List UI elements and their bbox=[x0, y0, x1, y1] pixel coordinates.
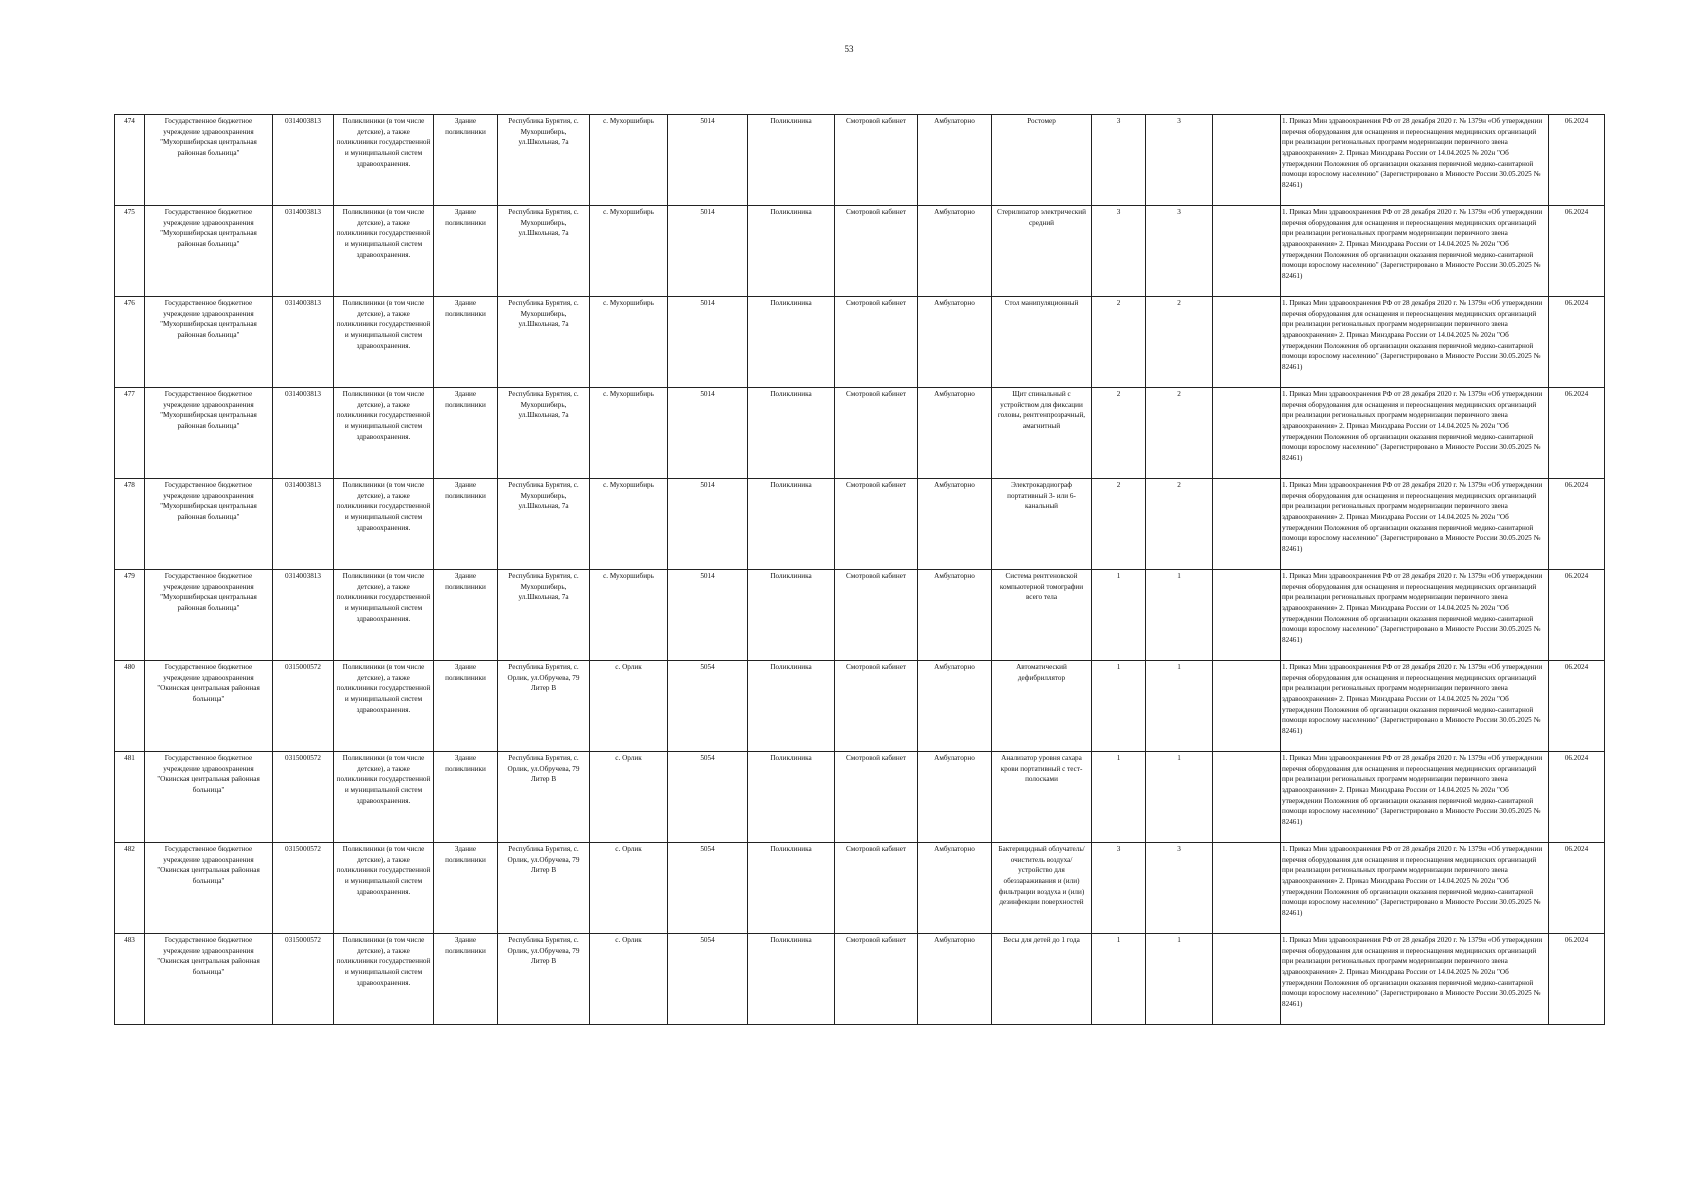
institution-name-cell: Государственное бюджетное учреждение здравоохранения "Окинская центральная районная больница" bbox=[145, 661, 273, 752]
address-cell: Республика Бурятия, с. Мухоршибирь, ул.Школьная, 7а bbox=[498, 206, 590, 297]
empty-cell-cell bbox=[1213, 115, 1281, 206]
row-number-cell: 482 bbox=[115, 843, 145, 934]
room-cell: Смотровой кабинет bbox=[835, 934, 918, 1025]
institution-name-cell: Государственное бюджетное учреждение здравоохранения "Окинская центральная районная больница" bbox=[145, 934, 273, 1025]
qty-needed-cell: 1 bbox=[1146, 934, 1213, 1025]
row-number-cell: 481 bbox=[115, 752, 145, 843]
table-row bbox=[115, 752, 1605, 843]
population-code-cell: 5054 bbox=[668, 661, 748, 752]
institution-code-cell: 0314003813 bbox=[273, 297, 334, 388]
care-type-cell: Амбулаторно bbox=[918, 206, 992, 297]
address-cell: Республика Бурятия, с. Мухоршибирь, ул.Школьная, 7а bbox=[498, 297, 590, 388]
row-number-cell: 483 bbox=[115, 934, 145, 1025]
empty-cell-cell bbox=[1213, 661, 1281, 752]
row-number-cell: 475 bbox=[115, 206, 145, 297]
room-cell: Смотровой кабинет bbox=[835, 206, 918, 297]
qty-needed-cell: 3 bbox=[1146, 206, 1213, 297]
object-type-cell: Поликлиники (в том числе детские), а также поликлиники государственной и муниципальной систем здравоохранения. bbox=[334, 115, 434, 206]
legal-basis-cell: 1. Приказ Мин здравоохранения РФ от 28 декабря 2020 г. № 1379н «Об утверждении перечня оборудования для оснащения и переоснащения медицинских организаций при реализации региональных программ модернизации первичного звена здравоохранения» 2. Приказ Минздрава России от 14.04.2025 № 202н "Об утверждении Положения об организации оказания первичной медико-санитарной помощи взрослому населению" (Зарегистрировано в Минюсте России 30.05.2025 № 82461) bbox=[1281, 570, 1549, 661]
qty-needed-cell: 2 bbox=[1146, 388, 1213, 479]
table-row bbox=[115, 388, 1605, 479]
legal-basis-cell: 1. Приказ Мин здравоохранения РФ от 28 декабря 2020 г. № 1379н «Об утверждении перечня оборудования для оснащения и переоснащения медицинских организаций при реализации региональных программ модернизации первичного звена здравоохранения» 2. Приказ Минздрава России от 14.04.2025 № 202н "Об утверждении Положения об организации оказания первичной медико-санитарной помощи взрослому населению" (Зарегистрировано в Минюсте России 30.05.2025 № 82461) bbox=[1281, 661, 1549, 752]
building-cell: Здание поликлиники bbox=[434, 115, 498, 206]
institution-name-cell: Государственное бюджетное учреждение здравоохранения "Мухоршибирская центральная районная больница" bbox=[145, 206, 273, 297]
empty-cell-cell bbox=[1213, 752, 1281, 843]
legal-basis-cell: 1. Приказ Мин здравоохранения РФ от 28 декабря 2020 г. № 1379н «Об утверждении перечня оборудования для оснащения и переоснащения медицинских организаций при реализации региональных программ модернизации первичного звена здравоохранения» 2. Приказ Минздрава России от 14.04.2025 № 202н "Об утверждении Положения об организации оказания первичной медико-санитарной помощи взрослому населению" (Зарегистрировано в Минюсте России 30.05.2025 № 82461) bbox=[1281, 752, 1549, 843]
empty-cell-cell bbox=[1213, 388, 1281, 479]
institution-code-cell: 0315000572 bbox=[273, 843, 334, 934]
unit-cell: Поликлиника bbox=[748, 843, 835, 934]
address-cell: Республика Бурятия, с. Орлик, ул.Обручева, 79 Литер В bbox=[498, 843, 590, 934]
institution-name-cell: Государственное бюджетное учреждение здравоохранения "Окинская центральная районная больница" bbox=[145, 752, 273, 843]
unit-cell: Поликлиника bbox=[748, 388, 835, 479]
building-cell: Здание поликлиники bbox=[434, 752, 498, 843]
object-type-cell: Поликлиники (в том числе детские), а также поликлиники государственной и муниципальной систем здравоохранения. bbox=[334, 570, 434, 661]
equipment-name-cell: Весы для детей до 1 года bbox=[992, 934, 1092, 1025]
legal-basis-cell: 1. Приказ Мин здравоохранения РФ от 28 декабря 2020 г. № 1379н «Об утверждении перечня оборудования для оснащения и переоснащения медицинских организаций при реализации региональных программ модернизации первичного звена здравоохранения» 2. Приказ Минздрава России от 14.04.2025 № 202н "Об утверждении Положения об организации оказания первичной медико-санитарной помощи взрослому населению" (Зарегистрировано в Минюсте России 30.05.2025 № 82461) bbox=[1281, 843, 1549, 934]
care-type-cell: Амбулаторно bbox=[918, 570, 992, 661]
institution-code-cell: 0315000572 bbox=[273, 934, 334, 1025]
date-cell: 06.2024 bbox=[1549, 479, 1605, 570]
address-cell: Республика Бурятия, с. Мухоршибирь, ул.Школьная, 7а bbox=[498, 388, 590, 479]
population-code-cell: 5014 bbox=[668, 570, 748, 661]
address-cell: Республика Бурятия, с. Мухоршибирь, ул.Школьная, 7а bbox=[498, 115, 590, 206]
qty-needed-cell: 2 bbox=[1146, 297, 1213, 388]
row-number-cell: 480 bbox=[115, 661, 145, 752]
legal-basis-cell: 1. Приказ Мин здравоохранения РФ от 28 декабря 2020 г. № 1379н «Об утверждении перечня оборудования для оснащения и переоснащения медицинских организаций при реализации региональных программ модернизации первичного звена здравоохранения» 2. Приказ Минздрава России от 14.04.2025 № 202н "Об утверждении Положения об организации оказания первичной медико-санитарной помощи взрослому населению" (Зарегистрировано в Минюсте России 30.05.2025 № 82461) bbox=[1281, 934, 1549, 1025]
legal-basis-cell: 1. Приказ Мин здравоохранения РФ от 28 декабря 2020 г. № 1379н «Об утверждении перечня оборудования для оснащения и переоснащения медицинских организаций при реализации региональных программ модернизации первичного звена здравоохранения» 2. Приказ Минздрава России от 14.04.2025 № 202н "Об утверждении Положения об организации оказания первичной медико-санитарной помощи взрослому населению" (Зарегистрировано в Минюсте России 30.05.2025 № 82461) bbox=[1281, 206, 1549, 297]
unit-cell: Поликлиника bbox=[748, 297, 835, 388]
settlement-cell: с. Орлик bbox=[590, 934, 668, 1025]
table-row bbox=[115, 661, 1605, 752]
unit-cell: Поликлиника bbox=[748, 752, 835, 843]
settlement-cell: с. Мухоршибирь bbox=[590, 206, 668, 297]
date-cell: 06.2024 bbox=[1549, 934, 1605, 1025]
empty-cell-cell bbox=[1213, 206, 1281, 297]
settlement-cell: с. Мухоршибирь bbox=[590, 388, 668, 479]
qty-required-cell: 2 bbox=[1092, 479, 1146, 570]
settlement-cell: с. Орлик bbox=[590, 752, 668, 843]
unit-cell: Поликлиника bbox=[748, 570, 835, 661]
qty-required-cell: 3 bbox=[1092, 206, 1146, 297]
settlement-cell: с. Мухоршибирь bbox=[590, 297, 668, 388]
building-cell: Здание поликлиники bbox=[434, 570, 498, 661]
population-code-cell: 5014 bbox=[668, 206, 748, 297]
population-code-cell: 5014 bbox=[668, 297, 748, 388]
building-cell: Здание поликлиники bbox=[434, 934, 498, 1025]
qty-needed-cell: 1 bbox=[1146, 570, 1213, 661]
table-row bbox=[115, 843, 1605, 934]
equipment-name-cell: Стерилизатор электрический средний bbox=[992, 206, 1092, 297]
settlement-cell: с. Мухоршибирь bbox=[590, 115, 668, 206]
qty-required-cell: 1 bbox=[1092, 661, 1146, 752]
qty-required-cell: 1 bbox=[1092, 934, 1146, 1025]
address-cell: Республика Бурятия, с. Мухоршибирь, ул.Школьная, 7а bbox=[498, 570, 590, 661]
institution-name-cell: Государственное бюджетное учреждение здравоохранения "Мухоршибирская центральная районная больница" bbox=[145, 479, 273, 570]
population-code-cell: 5014 bbox=[668, 388, 748, 479]
object-type-cell: Поликлиники (в том числе детские), а также поликлиники государственной и муниципальной систем здравоохранения. bbox=[334, 752, 434, 843]
qty-required-cell: 3 bbox=[1092, 843, 1146, 934]
institution-name-cell: Государственное бюджетное учреждение здравоохранения "Мухоршибирская центральная районная больница" bbox=[145, 115, 273, 206]
room-cell: Смотровой кабинет bbox=[835, 752, 918, 843]
building-cell: Здание поликлиники bbox=[434, 388, 498, 479]
object-type-cell: Поликлиники (в том числе детские), а также поликлиники государственной и муниципальной систем здравоохранения. bbox=[334, 206, 434, 297]
object-type-cell: Поликлиники (в том числе детские), а также поликлиники государственной и муниципальной систем здравоохранения. bbox=[334, 297, 434, 388]
unit-cell: Поликлиника bbox=[748, 934, 835, 1025]
qty-required-cell: 2 bbox=[1092, 297, 1146, 388]
empty-cell-cell bbox=[1213, 479, 1281, 570]
date-cell: 06.2024 bbox=[1549, 661, 1605, 752]
equipment-name-cell: Анализатор уровня сахара крови портативный с тест-полосками bbox=[992, 752, 1092, 843]
care-type-cell: Амбулаторно bbox=[918, 115, 992, 206]
care-type-cell: Амбулаторно bbox=[918, 843, 992, 934]
care-type-cell: Амбулаторно bbox=[918, 297, 992, 388]
institution-name-cell: Государственное бюджетное учреждение здравоохранения "Мухоршибирская центральная районная больница" bbox=[145, 570, 273, 661]
row-number-cell: 474 bbox=[115, 115, 145, 206]
date-cell: 06.2024 bbox=[1549, 388, 1605, 479]
settlement-cell: с. Мухоршибирь bbox=[590, 479, 668, 570]
unit-cell: Поликлиника bbox=[748, 115, 835, 206]
building-cell: Здание поликлиники bbox=[434, 206, 498, 297]
equipment-name-cell: Ростомер bbox=[992, 115, 1092, 206]
object-type-cell: Поликлиники (в том числе детские), а также поликлиники государственной и муниципальной систем здравоохранения. bbox=[334, 388, 434, 479]
population-code-cell: 5054 bbox=[668, 843, 748, 934]
care-type-cell: Амбулаторно bbox=[918, 388, 992, 479]
institution-code-cell: 0314003813 bbox=[273, 570, 334, 661]
table-row bbox=[115, 297, 1605, 388]
date-cell: 06.2024 bbox=[1549, 297, 1605, 388]
population-code-cell: 5054 bbox=[668, 752, 748, 843]
table-row bbox=[115, 934, 1605, 1025]
room-cell: Смотровой кабинет bbox=[835, 115, 918, 206]
date-cell: 06.2024 bbox=[1549, 115, 1605, 206]
institution-name-cell: Государственное бюджетное учреждение здравоохранения "Мухоршибирская центральная районная больница" bbox=[145, 388, 273, 479]
row-number-cell: 479 bbox=[115, 570, 145, 661]
equipment-name-cell: Система рентгеновской компьютерной томографии всего тела bbox=[992, 570, 1092, 661]
room-cell: Смотровой кабинет bbox=[835, 479, 918, 570]
object-type-cell: Поликлиники (в том числе детские), а также поликлиники государственной и муниципальной систем здравоохранения. bbox=[334, 661, 434, 752]
qty-needed-cell: 3 bbox=[1146, 843, 1213, 934]
institution-code-cell: 0314003813 bbox=[273, 115, 334, 206]
building-cell: Здание поликлиники bbox=[434, 661, 498, 752]
building-cell: Здание поликлиники bbox=[434, 843, 498, 934]
equipment-name-cell: Стол манипуляционный bbox=[992, 297, 1092, 388]
settlement-cell: с. Мухоршибирь bbox=[590, 570, 668, 661]
qty-required-cell: 2 bbox=[1092, 388, 1146, 479]
address-cell: Республика Бурятия, с. Орлик, ул.Обручева, 79 Литер В bbox=[498, 752, 590, 843]
institution-code-cell: 0315000572 bbox=[273, 661, 334, 752]
address-cell: Республика Бурятия, с. Мухоршибирь, ул.Школьная, 7а bbox=[498, 479, 590, 570]
qty-required-cell: 1 bbox=[1092, 570, 1146, 661]
room-cell: Смотровой кабинет bbox=[835, 570, 918, 661]
object-type-cell: Поликлиники (в том числе детские), а также поликлиники государственной и муниципальной систем здравоохранения. bbox=[334, 479, 434, 570]
qty-needed-cell: 1 bbox=[1146, 752, 1213, 843]
room-cell: Смотровой кабинет bbox=[835, 661, 918, 752]
row-number-cell: 477 bbox=[115, 388, 145, 479]
equipment-name-cell: Электрокардиограф портативный 3- или 6-канальный bbox=[992, 479, 1092, 570]
address-cell: Республика Бурятия, с. Орлик, ул.Обручева, 79 Литер В bbox=[498, 661, 590, 752]
qty-required-cell: 3 bbox=[1092, 115, 1146, 206]
settlement-cell: с. Орлик bbox=[590, 661, 668, 752]
unit-cell: Поликлиника bbox=[748, 206, 835, 297]
row-number-cell: 476 bbox=[115, 297, 145, 388]
object-type-cell: Поликлиники (в том числе детские), а также поликлиники государственной и муниципальной систем здравоохранения. bbox=[334, 934, 434, 1025]
legal-basis-cell: 1. Приказ Мин здравоохранения РФ от 28 декабря 2020 г. № 1379н «Об утверждении перечня оборудования для оснащения и переоснащения медицинских организаций при реализации региональных программ модернизации первичного звена здравоохранения» 2. Приказ Минздрава России от 14.04.2025 № 202н "Об утверждении Положения об организации оказания первичной медико-санитарной помощи взрослому населению" (Зарегистрировано в Минюсте России 30.05.2025 № 82461) bbox=[1281, 388, 1549, 479]
address-cell: Республика Бурятия, с. Орлик, ул.Обручева, 79 Литер В bbox=[498, 934, 590, 1025]
care-type-cell: Амбулаторно bbox=[918, 661, 992, 752]
room-cell: Смотровой кабинет bbox=[835, 843, 918, 934]
qty-required-cell: 1 bbox=[1092, 752, 1146, 843]
qty-needed-cell: 3 bbox=[1146, 115, 1213, 206]
care-type-cell: Амбулаторно bbox=[918, 479, 992, 570]
unit-cell: Поликлиника bbox=[748, 661, 835, 752]
institution-code-cell: 0314003813 bbox=[273, 479, 334, 570]
population-code-cell: 5014 bbox=[668, 115, 748, 206]
empty-cell-cell bbox=[1213, 934, 1281, 1025]
institution-code-cell: 0314003813 bbox=[273, 206, 334, 297]
table-row bbox=[115, 570, 1605, 661]
date-cell: 06.2024 bbox=[1549, 752, 1605, 843]
equipment-name-cell: Щит спинальный с устройством для фиксации головы, рентгенпрозрачный, амагнитный bbox=[992, 388, 1092, 479]
population-code-cell: 5014 bbox=[668, 479, 748, 570]
legal-basis-cell: 1. Приказ Мин здравоохранения РФ от 28 декабря 2020 г. № 1379н «Об утверждении перечня оборудования для оснащения и переоснащения медицинских организаций при реализации региональных программ модернизации первичного звена здравоохранения» 2. Приказ Минздрава России от 14.04.2025 № 202н "Об утверждении Положения об организации оказания первичной медико-санитарной помощи взрослому населению" (Зарегистрировано в Минюсте России 30.05.2025 № 82461) bbox=[1281, 479, 1549, 570]
empty-cell-cell bbox=[1213, 843, 1281, 934]
equipment-registry-table bbox=[114, 114, 1605, 1025]
qty-needed-cell: 1 bbox=[1146, 661, 1213, 752]
care-type-cell: Амбулаторно bbox=[918, 934, 992, 1025]
table-row bbox=[115, 115, 1605, 206]
room-cell: Смотровой кабинет bbox=[835, 388, 918, 479]
object-type-cell: Поликлиники (в том числе детские), а также поликлиники государственной и муниципальной систем здравоохранения. bbox=[334, 843, 434, 934]
population-code-cell: 5054 bbox=[668, 934, 748, 1025]
equipment-name-cell: Автоматический дефибриллятор bbox=[992, 661, 1092, 752]
settlement-cell: с. Орлик bbox=[590, 843, 668, 934]
unit-cell: Поликлиника bbox=[748, 479, 835, 570]
institution-code-cell: 0314003813 bbox=[273, 388, 334, 479]
row-number-cell: 478 bbox=[115, 479, 145, 570]
building-cell: Здание поликлиники bbox=[434, 297, 498, 388]
institution-code-cell: 0315000572 bbox=[273, 752, 334, 843]
legal-basis-cell: 1. Приказ Мин здравоохранения РФ от 28 декабря 2020 г. № 1379н «Об утверждении перечня оборудования для оснащения и переоснащения медицинских организаций при реализации региональных программ модернизации первичного звена здравоохранения» 2. Приказ Минздрава России от 14.04.2025 № 202н "Об утверждении Положения об организации оказания первичной медико-санитарной помощи взрослому населению" (Зарегистрировано в Минюсте России 30.05.2025 № 82461) bbox=[1281, 297, 1549, 388]
equipment-name-cell: Бактерицидный облучатель/очиститель воздуха/устройство для обеззараживания и (или) фильтрации воздуха и (или) дезинфекции поверхностей bbox=[992, 843, 1092, 934]
page-number: 53 bbox=[844, 44, 854, 54]
care-type-cell: Амбулаторно bbox=[918, 752, 992, 843]
qty-needed-cell: 2 bbox=[1146, 479, 1213, 570]
date-cell: 06.2024 bbox=[1549, 843, 1605, 934]
date-cell: 06.2024 bbox=[1549, 206, 1605, 297]
date-cell: 06.2024 bbox=[1549, 570, 1605, 661]
empty-cell-cell bbox=[1213, 570, 1281, 661]
empty-cell-cell bbox=[1213, 297, 1281, 388]
institution-name-cell: Государственное бюджетное учреждение здравоохранения "Окинская центральная районная больница" bbox=[145, 843, 273, 934]
room-cell: Смотровой кабинет bbox=[835, 297, 918, 388]
building-cell: Здание поликлиники bbox=[434, 479, 498, 570]
legal-basis-cell: 1. Приказ Мин здравоохранения РФ от 28 декабря 2020 г. № 1379н «Об утверждении перечня оборудования для оснащения и переоснащения медицинских организаций при реализации региональных программ модернизации первичного звена здравоохранения» 2. Приказ Минздрава России от 14.04.2025 № 202н "Об утверждении Положения об организации оказания первичной медико-санитарной помощи взрослому населению" (Зарегистрировано в Минюсте России 30.05.2025 № 82461) bbox=[1281, 115, 1549, 206]
table-row bbox=[115, 206, 1605, 297]
institution-name-cell: Государственное бюджетное учреждение здравоохранения "Мухоршибирская центральная районная больница" bbox=[145, 297, 273, 388]
table-row bbox=[115, 479, 1605, 570]
